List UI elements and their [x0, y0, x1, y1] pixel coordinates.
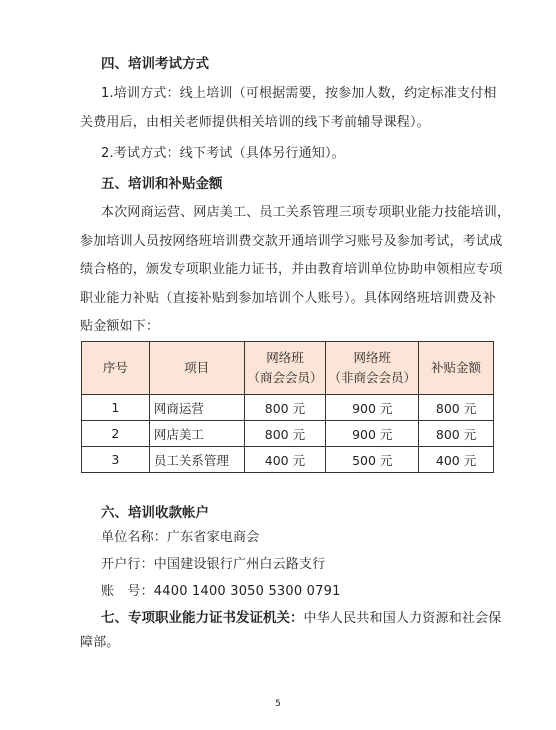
table-row: [82, 395, 494, 421]
header-nonmember-line-2: （非商会会员）: [328, 370, 416, 385]
section-7-heading: 七、专项职业能力证书发证机关：: [101, 610, 304, 626]
header-seq: 序号: [82, 342, 150, 395]
cell-subsidy: 800 元: [419, 395, 494, 421]
header-item: 项目: [149, 342, 244, 395]
cell-nonmember-fee: 500 元: [326, 447, 419, 473]
cell-nonmember-fee: 900 元: [326, 395, 419, 421]
cell-member-fee: 800 元: [244, 421, 326, 447]
section-5-paragraph-line-4: 职业能力补贴（直接补贴到参加培训个人账号）。具体网络班培训费及补: [80, 291, 496, 306]
training-method-line-1: 1.培训方式：线上培训（可根据需要，按参加人数，约定标准支付相: [101, 86, 497, 101]
cell-subsidy: 400 元: [419, 447, 494, 473]
section-7-text: 中华人民共和国人力资源和社会保: [303, 611, 502, 626]
section-5-paragraph-line-2: 参加培训人员按网络班培训费交款开通培训学习账号及参加考试，考试成: [80, 234, 503, 249]
cell-seq: 1: [82, 395, 150, 421]
table-header-row: [82, 342, 494, 395]
header-member-line-2: （商会会员）: [247, 370, 323, 385]
account-number: 账 号：4400 1400 3050 5300 0791: [101, 584, 341, 599]
cell-item: 网店美工: [149, 421, 244, 447]
section-5-paragraph-line-3: 绩合格的，颁发专项职业能力证书，并由教育培训单位协助申领相应专项: [80, 262, 503, 277]
section-7-line-1: [101, 609, 502, 628]
training-method-line-2: 关费用后，由相关老师提供相关培训的线下考前辅导课程）。: [80, 115, 430, 130]
table-row: [82, 447, 494, 473]
cell-member-fee: 400 元: [244, 447, 326, 473]
cell-member-fee: 800 元: [244, 395, 326, 421]
header-member-fee: [244, 342, 326, 395]
header-nonmember-fee: [326, 342, 419, 395]
cell-seq: 3: [82, 447, 150, 473]
exam-method: 2.考试方式：线下考试（具体另行通知）。: [101, 146, 345, 161]
page-number: 5: [275, 699, 281, 709]
section-5-heading: 五、培训和补贴金额: [101, 176, 223, 192]
account-unit-name: 单位名称：广东省家电商会: [101, 530, 260, 545]
fee-table: [81, 341, 494, 473]
cell-subsidy: 800 元: [419, 421, 494, 447]
cell-seq: 2: [82, 421, 150, 447]
section-7-line-2: 障部。: [80, 635, 120, 650]
table-row: [82, 421, 494, 447]
cell-item: 网商运营: [149, 395, 244, 421]
cell-item: 员工关系管理: [149, 447, 244, 473]
section-5-paragraph-line-5: 贴金额如下：: [80, 319, 160, 334]
cell-nonmember-fee: 900 元: [326, 421, 419, 447]
account-bank: 开户行：中国建设银行广州白云路支行: [101, 557, 326, 572]
section-5-paragraph-line-1: 本次网商运营、网店美工、员工关系管理三项专项职业能力技能培训，: [101, 205, 511, 220]
section-4-heading: 四、培训考试方式: [101, 56, 209, 72]
header-nonmember-line-1: 网络班: [353, 350, 391, 365]
section-6-heading: 六、培训收款帐户: [101, 505, 209, 521]
header-subsidy: 补贴金额: [419, 342, 494, 395]
header-member-line-1: 网络班: [266, 350, 304, 365]
